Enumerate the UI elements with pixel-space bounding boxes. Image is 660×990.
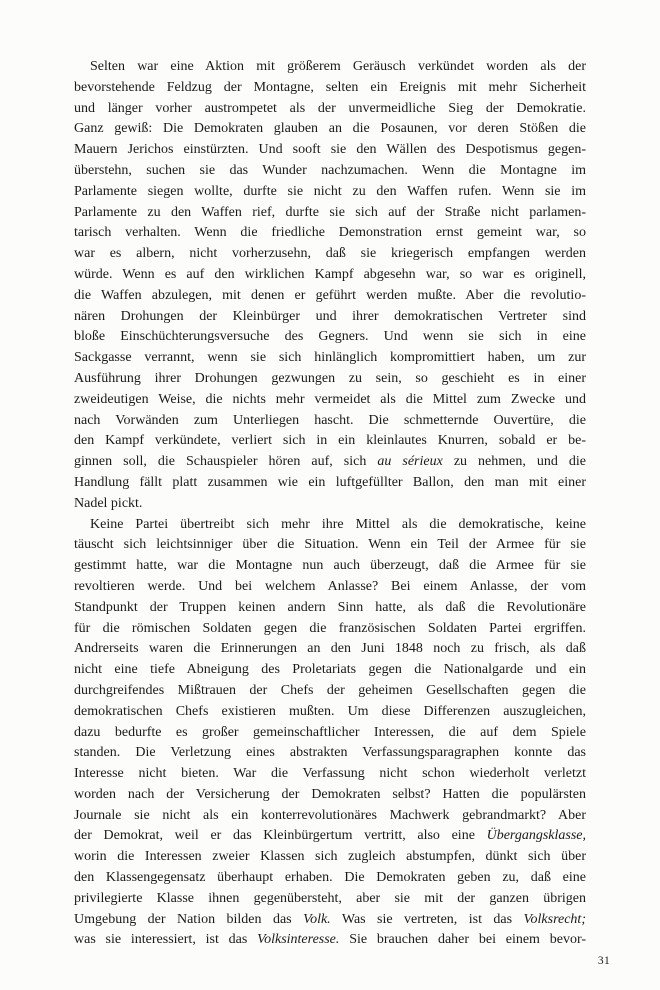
page-number: 31 <box>597 955 610 967</box>
text-line: durchgreifendes Mißtrauen der Chefs der geheimen Gesellschaften gegen die <box>74 682 586 698</box>
text-line: den Klassengegensatz überhaupt erhaben. Die Demokraten geben zu, daß eine <box>74 870 586 886</box>
text-line: bevorstehende Feldzug der Montagne, selten ein Ereignis mit mehr Sicherheit <box>74 79 586 95</box>
text-line: revoltieren werde. Und bei welchem Anlasse? Bei einem Anlasse, der vom <box>74 578 587 594</box>
text-line: Andrerseits waren die Erinnerungen an den Juni 1848 noch zu frisch, als daß <box>74 641 586 657</box>
text-line: ginnen soll, die Schauspieler hören auf, sich au sérieux zu nehmen, und die <box>74 454 586 470</box>
text-line: worin die Interessen zweier Klassen sich zugleich abstumpfen, dünkt sich über <box>74 849 586 865</box>
text-line: der Demokrat, weil er das Kleinbürgertum vertritt, also eine Übergangsklasse, <box>74 828 586 844</box>
text-line: Umgebung der Nation bilden das Volk. Was sie vertreten, ist das Volksrecht; <box>74 911 586 927</box>
text-line: was sie interessiert, ist das Volksinteresse. Sie brauchen daher bei einem bevor- <box>74 932 586 948</box>
text-line: Ausführung ihrer Drohungen gezwungen zu sein, so geschieht es in einer <box>74 370 586 386</box>
text-line: nicht eine tiefe Abneigung des Proletariats gegen die Nationalgarde und ein <box>74 662 586 678</box>
text-line: würde. Wenn es auf den wirklichen Kampf abgesehn war, so war es originell, <box>74 266 586 282</box>
text-line: Ganz gewiß: Die Demokraten glauben an die Posaunen, vor deren Stößen die <box>74 121 586 137</box>
text-line: gestimmt hatte, war die Montagne nun auch überzeugt, daß die Armee für sie <box>74 558 586 574</box>
text-line: überstehn, suchen sie das Wunder nachzumachen. Wenn die Montagne im <box>74 162 586 178</box>
text-line: Mauern Jerichos einstürzten. Und sooft sie den Wällen des Despotismus gegen- <box>74 142 586 158</box>
text-line: Journale sie nicht als ein konterrevolutionäres Machwerk gebrandmarkt? Aber <box>74 807 586 823</box>
paragraph <box>74 515 586 952</box>
text-line: tarisch verhalten. Wenn die friedliche Demonstration ernst gemeint war, so <box>74 225 586 241</box>
text-line: Parlamente zu den Waffen rief, durfte sie sich auf der Straße nicht parlamen- <box>74 204 586 220</box>
text-line: den Kampf verkündete, verliert sich in ein kleinlautes Knurren, sobald er be- <box>74 433 586 449</box>
body-text <box>74 57 586 951</box>
text-line: Sackgasse verrannt, wenn sie sich hinlänglich kompromittiert haben, um zur <box>74 350 586 366</box>
text-line: privilegierte Klasse ihnen gegenübersteht, aber sie mit der ganzen übrigen <box>74 890 586 906</box>
paragraph <box>74 57 586 515</box>
text-line: Keine Partei übertreibt sich mehr ihre Mittel als die demokratische, keine <box>90 516 586 532</box>
text-line: standen. Die Verletzung eines abstrakten Verfassungsparagraphen konnte das <box>74 745 586 761</box>
text-line: Standpunkt der Truppen keinen andern Sinn hatte, als daß die Revolutionäre <box>74 599 586 615</box>
text-line: Parlamente siegen wollte, durfte sie nicht zu den Waffen rufen. Wenn sie im <box>74 183 586 199</box>
text-line: zweideutigen Weise, die nichts mehr vermeidet als die Mittel zum Zwecke und <box>74 391 586 407</box>
text-line: für die römischen Soldaten gegen die französischen Soldaten Partei ergriffen. <box>74 620 587 636</box>
text-line: Selten war eine Aktion mit größerem Geräusch verkündet worden als der <box>90 59 587 74</box>
text-line: dazu bedurfte es großer gemeinschaftlicher Interessen, die auf dem Spiele <box>74 724 586 740</box>
text-line: worden nach der Versicherung der Demokraten selbst? Hatten die populärsten <box>74 786 587 802</box>
text-line: Handlung fällt platt zusammen wie ein luftgefüllter Ballon, den man mit einer <box>74 474 586 490</box>
text-line: bloße Einschüchterungsversuche des Gegners. Und wenn sie sich in eine <box>74 329 586 345</box>
text-line: war es albern, nicht vorherzusehn, daß sie kriegerisch empfangen werden <box>74 246 586 262</box>
text-line: täuscht sich leichtsinniger über die Situation. Wenn ein Teil der Armee für sie <box>74 537 586 553</box>
text-line: nären Drohungen der Kleinbürger und ihrer demokratischen Vertreter sind <box>74 308 586 324</box>
text-line: die Waffen abzulegen, mit denen er geführt werden mußte. Aber die revolutio- <box>74 287 586 303</box>
text-line: Nadel pickt. <box>74 495 143 511</box>
text-line: Interesse nicht bieten. War die Verfassung nicht schon wiederholt verletzt <box>74 766 586 782</box>
text-line: demokratischen Chefs existieren mußten. Um diese Differenzen auszugleichen, <box>74 703 586 719</box>
text-line: und länger vorher austrompetet als der unvermeidliche Sieg der Demokratie. <box>74 100 586 116</box>
text-line: nach Vorwänden zum Unterliegen hascht. Die schmetternde Ouvertüre, die <box>74 412 586 428</box>
